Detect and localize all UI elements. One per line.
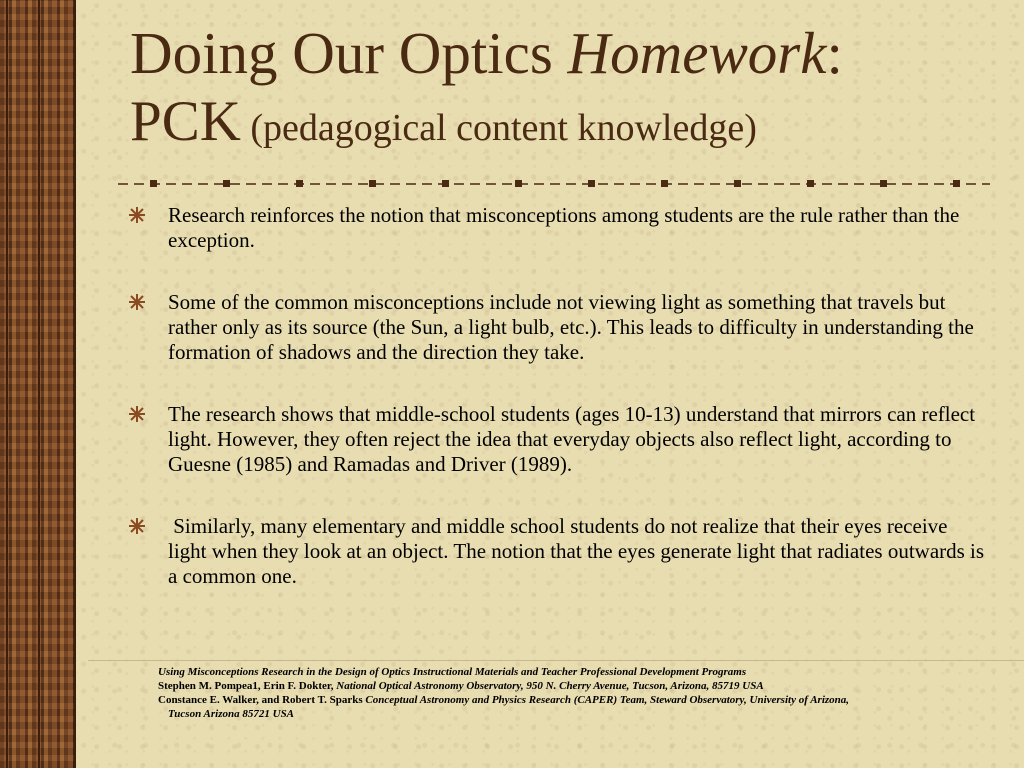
citation-footer — [158, 665, 998, 721]
bullet-item — [128, 203, 988, 253]
citation-title: Using Misconceptions Research in the Design of Optics Instructional Materials and Teacher Professional Development Programs — [158, 666, 747, 678]
bullet-text: Some of the common misconceptions include not viewing light as something that travels but rather only as its source (the Sun, a light bulb, etc.). This leads to difficulty in understanding the formation of shadows and the direction they take. — [168, 290, 974, 364]
title-line-2: PCK (pedagogical content knowledge) — [130, 90, 757, 153]
bullet-item — [128, 290, 988, 365]
star-bullet-icon — [128, 405, 146, 423]
citation-authors-1: Stephen M. Pompea1, Erin F. Dokter, National Optical Astronomy Observatory, 950 N. Cherry Avenue, Tucson, Arizona, 85719 USA — [158, 680, 764, 692]
bar-separator — [6, 0, 8, 768]
citation-authors-2: Constance E. Walker, and Robert T. Sparks Conceptual Astronomy and Physics Research (CAPER) Team, Steward Observatory, University of Arizona, — [158, 694, 850, 706]
footer-divider — [88, 660, 1024, 661]
citation-affiliation-cont: Tucson Arizona 85721 USA — [168, 708, 295, 720]
title-line-1: Doing Our Optics Homework: — [130, 20, 843, 86]
bullet-item — [128, 514, 988, 589]
slide-title — [130, 20, 990, 153]
star-bullet-icon — [128, 206, 146, 224]
bullet-text: Research reinforces the notion that misconceptions among students are the rule rather than the exception. — [168, 203, 960, 252]
star-bullet-icon — [128, 293, 146, 311]
bullet-text: The research shows that middle-school students (ages 10-13) understand that mirrors can reflect light. However, they often reject the idea that everyday objects also reflect light, according to Guesne (1985) and Ramadas and Driver (1989). — [168, 402, 976, 476]
star-bullet-icon — [128, 517, 146, 535]
bar-separator — [74, 0, 76, 768]
bullet-text: Similarly, many elementary and middle school students do not realize that their eyes receive light when they look at an object. The notion that the eyes generate light that radiates outwards is a common one. — [168, 514, 990, 588]
bullet-list — [128, 203, 988, 589]
bullet-item — [128, 402, 988, 477]
dashed-divider — [118, 177, 990, 191]
bar-separator — [38, 0, 40, 768]
